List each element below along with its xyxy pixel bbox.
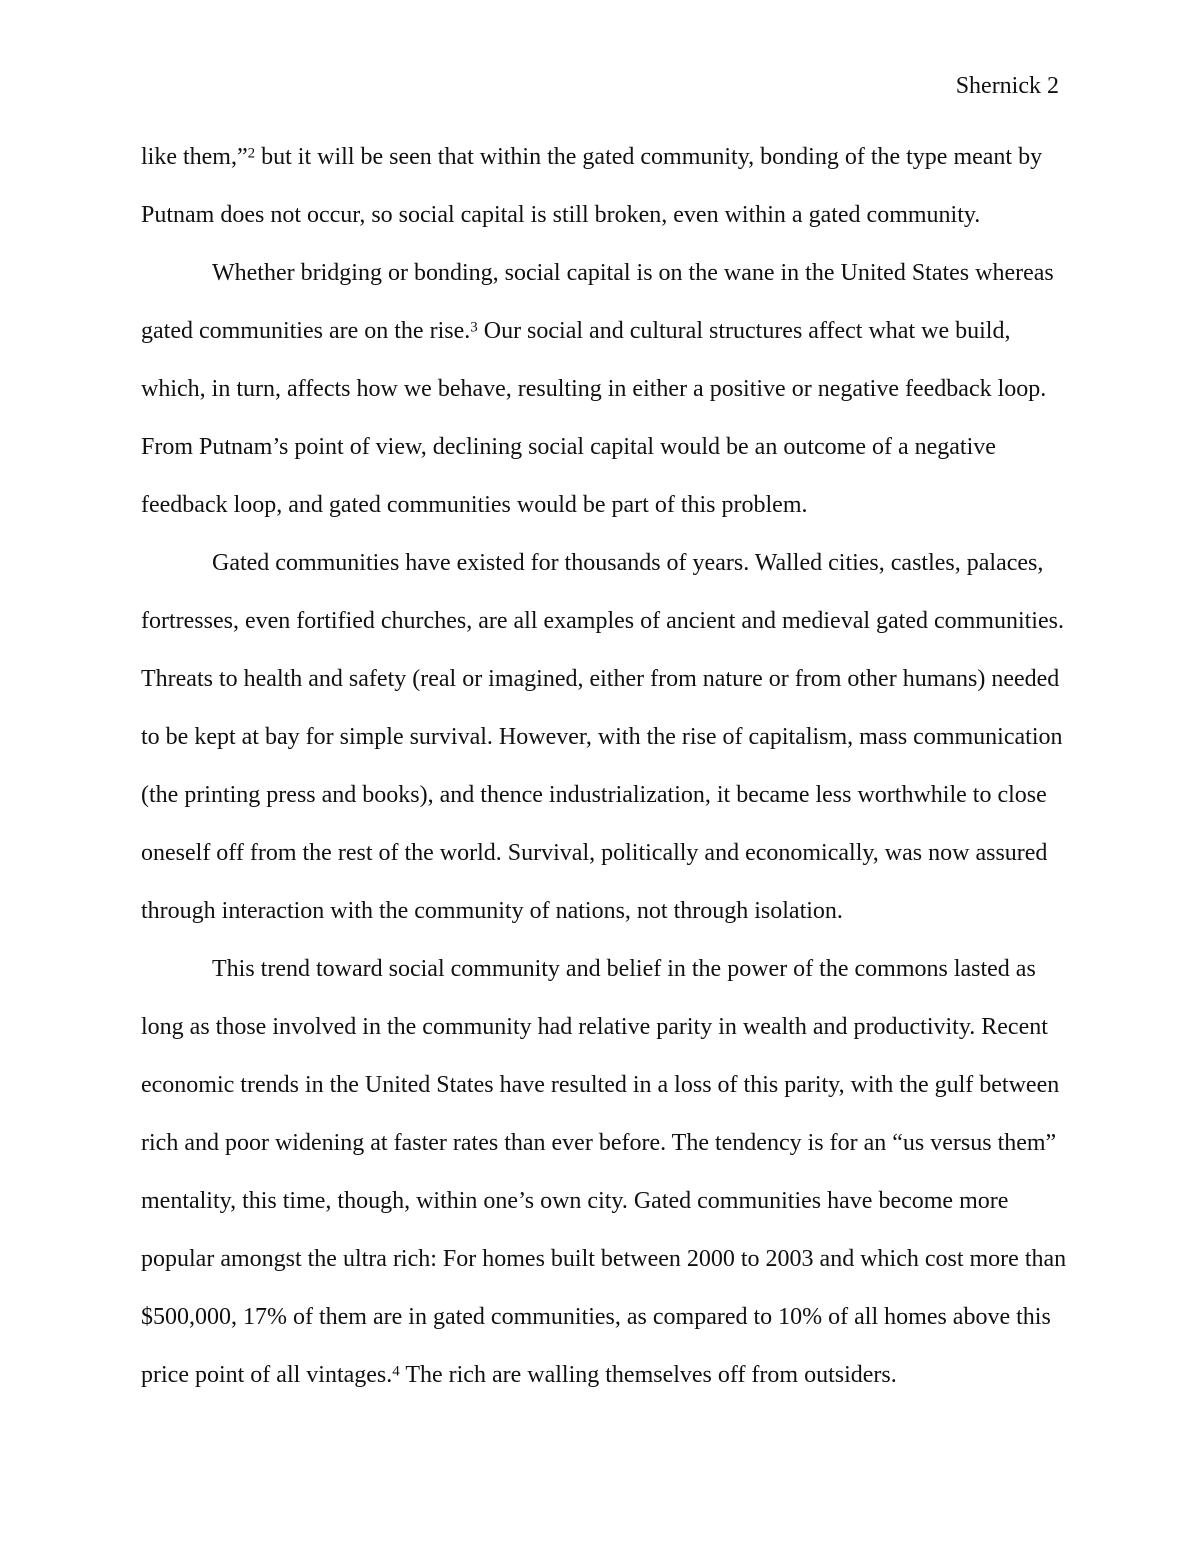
text-span: Our social and cultural structures affect what we build,	[477, 318, 1011, 344]
text-line: to be kept at bay for simple survival. However, with the rise of capitalism, mass communication	[141, 724, 1063, 750]
text-line	[141, 1359, 1062, 1417]
text-span: but it will be seen that within the gated community, bonding of the type meant by	[255, 144, 1043, 170]
text-line: economic trends in the United States have resulted in a loss of this parity, with the gulf between	[141, 1072, 1060, 1098]
text-line: $500,000, 17% of them are in gated communities, as compared to 10% of all homes above this	[141, 1304, 1051, 1330]
text-line: Threats to health and safety (real or imagined, either from nature or from other humans) needed	[141, 666, 1060, 692]
footnote-marker: 2	[247, 145, 256, 162]
text-line	[141, 141, 1062, 199]
text-line: Putnam does not occur, so social capital is still broken, even within a gated community.	[141, 202, 981, 228]
footnote-marker: 3	[470, 319, 478, 336]
text-span: price point of all vintages.	[141, 1362, 393, 1388]
text-line: mentality, this time, though, within one’s own city. Gated communities have become more	[141, 1188, 1009, 1214]
text-span: gated communities are on the rise.	[141, 318, 471, 344]
body-text	[141, 141, 1067, 1417]
text-line: through interaction with the community of nations, not through isolation.	[141, 898, 843, 924]
text-line: rich and poor widening at faster rates than ever before. The tendency is for an “us versus them”	[141, 1130, 1057, 1156]
text-line: oneself off from the rest of the world. Survival, politically and economically, was now assured	[141, 840, 1048, 866]
text-line	[141, 315, 1062, 373]
text-line: long as those involved in the community had relative parity in wealth and productivity. Recent	[141, 1014, 1048, 1040]
text-line: (the printing press and books), and thence industrialization, it became less worthwhile to close	[141, 782, 1047, 808]
footnote-marker: 4	[392, 1363, 400, 1380]
paragraph-first-line: Gated communities have existed for thousands of years. Walled cities, castles, palaces,	[212, 550, 1044, 576]
paragraph-first-line: Whether bridging or bonding, social capital is on the wane in the United States whereas	[212, 260, 1054, 286]
text-line: which, in turn, affects how we behave, resulting in either a positive or negative feedback loop.	[141, 376, 1047, 402]
text-line: popular amongst the ultra rich: For homes built between 2000 to 2003 and which cost more than	[141, 1246, 1067, 1272]
text-line: fortresses, even fortified churches, are all examples of ancient and medieval gated communities.	[141, 608, 1064, 634]
text-line: feedback loop, and gated communities would be part of this problem.	[141, 492, 808, 518]
text-line: From Putnam’s point of view, declining social capital would be an outcome of a negative	[141, 434, 996, 460]
text-span: The rich are walling themselves off from outsiders.	[399, 1362, 897, 1388]
running-head: Shernick 2	[955, 73, 1059, 99]
text-span: like them,”	[141, 144, 248, 170]
paragraph-first-line: This trend toward social community and belief in the power of the commons lasted as	[212, 956, 1036, 982]
